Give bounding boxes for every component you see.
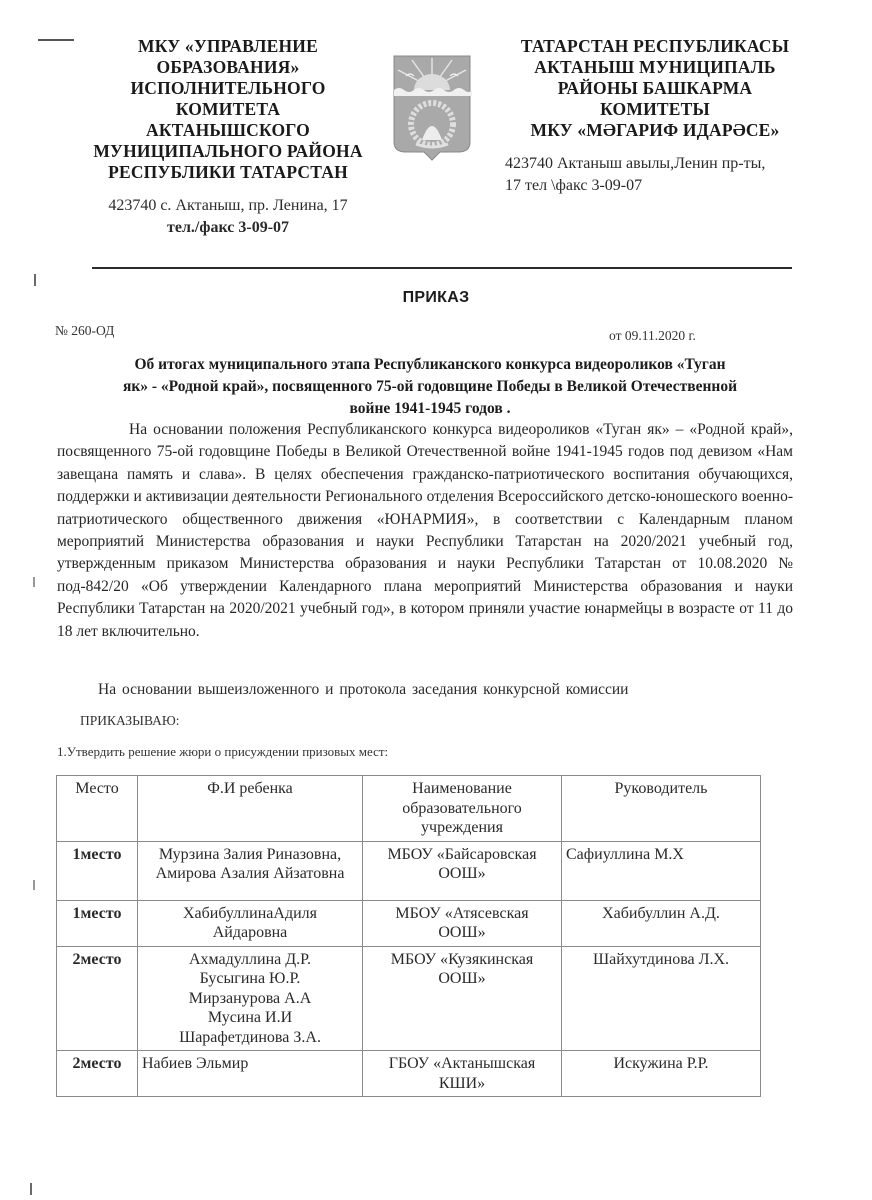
order-decree: ПРИКАЗЫВАЮ: xyxy=(80,713,180,728)
header-place: Место xyxy=(57,776,138,842)
org-name-ru-line: МКУ «УПРАВЛЕНИЕ xyxy=(138,36,318,56)
org-name-ru-line: АКТАНЫШСКОГО xyxy=(146,120,310,140)
header-child-name: Ф.И ребенка xyxy=(138,776,363,842)
org-name-ru-line: ИСПОЛНИТЕЛЬНОГО КОМИТЕТА xyxy=(130,78,326,119)
scan-artifact-left-2 xyxy=(33,577,35,587)
cell-place: 2место xyxy=(57,1051,138,1097)
org-name-ru-line: ОБРАЗОВАНИЯ» xyxy=(156,57,300,77)
org-address-tt-line2: 17 тел \факс 3-09-07 xyxy=(505,177,643,194)
cell-place: 1место xyxy=(57,900,138,946)
letterhead-left xyxy=(78,36,378,239)
letterhead-right xyxy=(505,36,805,197)
org-name-tt-line: РАЙОНЫ БАШКАРМА xyxy=(557,78,753,98)
child-name: Шарафетдинова З.А. xyxy=(179,1028,321,1046)
school-name-line: ООШ» xyxy=(438,865,486,882)
cell-leader: Хабибуллин А.Д. xyxy=(562,900,761,946)
order-number: № 260-ОД xyxy=(55,323,115,338)
org-phone-ru: тел./факс 3-09-07 xyxy=(166,219,290,236)
cell-leader: Искужина Р.Р. xyxy=(562,1051,761,1097)
school-name-line: МБОУ «Байсаровская xyxy=(387,845,537,863)
order-body xyxy=(57,419,793,643)
child-name: ХабибуллинаАдиля xyxy=(183,904,317,922)
order-subject-line: Об итогах муниципального этапа Республиканского конкурса видеороликов «Туган xyxy=(134,356,726,373)
order-body-paragraph: На основании положения Республиканского конкурса видеороликов «Туган як» – «Родной край», посвященного 75-ой годовщине Победы в Великой Отечественной войне 1941-1945 годов под девизом «Нам завещана память и слава». В целях обеспечения гражданско-патриотического воспитания обучающихся, поддержки и активизации деятельности Регионального отделения Всероссийского детско-юношеского военно-патриотического общественного движения «ЮНАРМИЯ», в соответствии с Календарным планом мероприятий Министерства образования и науки Республики Татарстан на 2020/2021 учебный год, утвержденным приказом Министерства образования и науки Республики Татарстан от 10.08.2020 № под-842/20 «Об утверждении Календарного плана мероприятий Министерства образования и науки Республики Татарстан на 2020/2021 учебный год», в котором приняли участие юнармейцы в возрасте от 11 до 18 лет включительно. xyxy=(57,421,793,640)
table-row xyxy=(57,841,761,900)
org-name-ru-line: МУНИЦИПАЛЬНОГО РАЙОНА xyxy=(93,141,363,161)
cell-leader: Сафиуллина М.Х xyxy=(562,841,761,900)
scan-artifact-left-1 xyxy=(34,274,36,286)
school-name-line: ГБОУ «Актанышская xyxy=(388,1055,536,1072)
child-name: Амирова Азалия Айзатовна xyxy=(155,865,345,882)
org-name-tt-line: АКТАНЫШ МУНИЦИПАЛЬ xyxy=(534,57,776,77)
school-name-line: МБОУ «Кузякинская xyxy=(390,950,534,968)
prize-table xyxy=(56,775,761,1097)
child-name: Мусина И.И xyxy=(207,1009,293,1026)
cell-school xyxy=(363,841,562,900)
child-name: Набиев Эльмир xyxy=(142,1055,249,1072)
scan-artifact-top-left xyxy=(38,39,74,41)
order-basis: На основании вышеизложенного и протокола заседания конкурсной комиссии xyxy=(98,681,629,698)
child-name: Айдаровна xyxy=(212,924,288,941)
child-name: Бусыгина Ю.Р. xyxy=(199,970,301,987)
org-address-ru: 423740 с. Актаныш, пр. Ленина, 17 xyxy=(108,197,348,214)
school-name-line: ООШ» xyxy=(438,924,486,941)
scan-artifact-left-3 xyxy=(33,880,35,890)
order-item-1: 1.Утвердить решение жюри о присуждении призовых мест: xyxy=(57,744,389,759)
cell-place: 1место xyxy=(57,841,138,900)
order-subject-line: войне 1941-1945 годов . xyxy=(349,400,511,417)
cell-children xyxy=(138,841,363,900)
org-name-tt-line: МКУ «МӘГАРИФ ИДАРӘСЕ» xyxy=(530,120,780,140)
coat-of-arms-emblem xyxy=(392,54,472,164)
cell-leader: Шайхутдинова Л.Х. xyxy=(562,946,761,1051)
table-row xyxy=(57,1051,761,1097)
org-name-tt-line: КОМИТЕТЫ xyxy=(600,99,710,119)
scan-artifact-left-4 xyxy=(30,1183,32,1195)
header-leader: Руководитель xyxy=(562,776,761,842)
order-subject-line: як» - «Родной край», посвященного 75-ой годовщине Победы в Великой Отечественной xyxy=(122,378,738,395)
org-name-tt-line: ТАТАРСТАН РЕСПУБЛИКАСЫ xyxy=(520,36,790,56)
school-name-line: ООШ» xyxy=(438,970,486,987)
org-address-tt-line1: 423740 Актаныш авылы,Ленин пр-ты, xyxy=(505,155,766,172)
letterhead-divider xyxy=(92,267,792,269)
school-name-line: КШИ» xyxy=(438,1074,486,1092)
child-name: Ахмадуллина Д.Р. xyxy=(188,950,312,968)
cell-children xyxy=(138,900,363,946)
child-name: Мурзина Залия Риназовна, xyxy=(158,845,342,863)
table-row xyxy=(57,946,761,1051)
cell-school xyxy=(363,900,562,946)
order-date: от 09.11.2020 г. xyxy=(609,328,696,343)
org-name-ru-line: РЕСПУБЛИКИ ТАТАРСТАН xyxy=(108,162,348,182)
cell-school xyxy=(363,946,562,1051)
header-school: Наименование образовательного учреждения xyxy=(363,776,562,842)
table-header-row xyxy=(57,776,761,842)
table-row xyxy=(57,900,761,946)
order-subject xyxy=(60,354,800,420)
order-title: ПРИКАЗ xyxy=(402,289,470,306)
cell-place: 2место xyxy=(57,946,138,1051)
school-name-line: МБОУ «Атясевская xyxy=(395,904,529,922)
child-name: Мирзанурова А.А xyxy=(188,989,312,1007)
cell-children xyxy=(138,946,363,1051)
cell-school xyxy=(363,1051,562,1097)
cell-children xyxy=(138,1051,363,1097)
